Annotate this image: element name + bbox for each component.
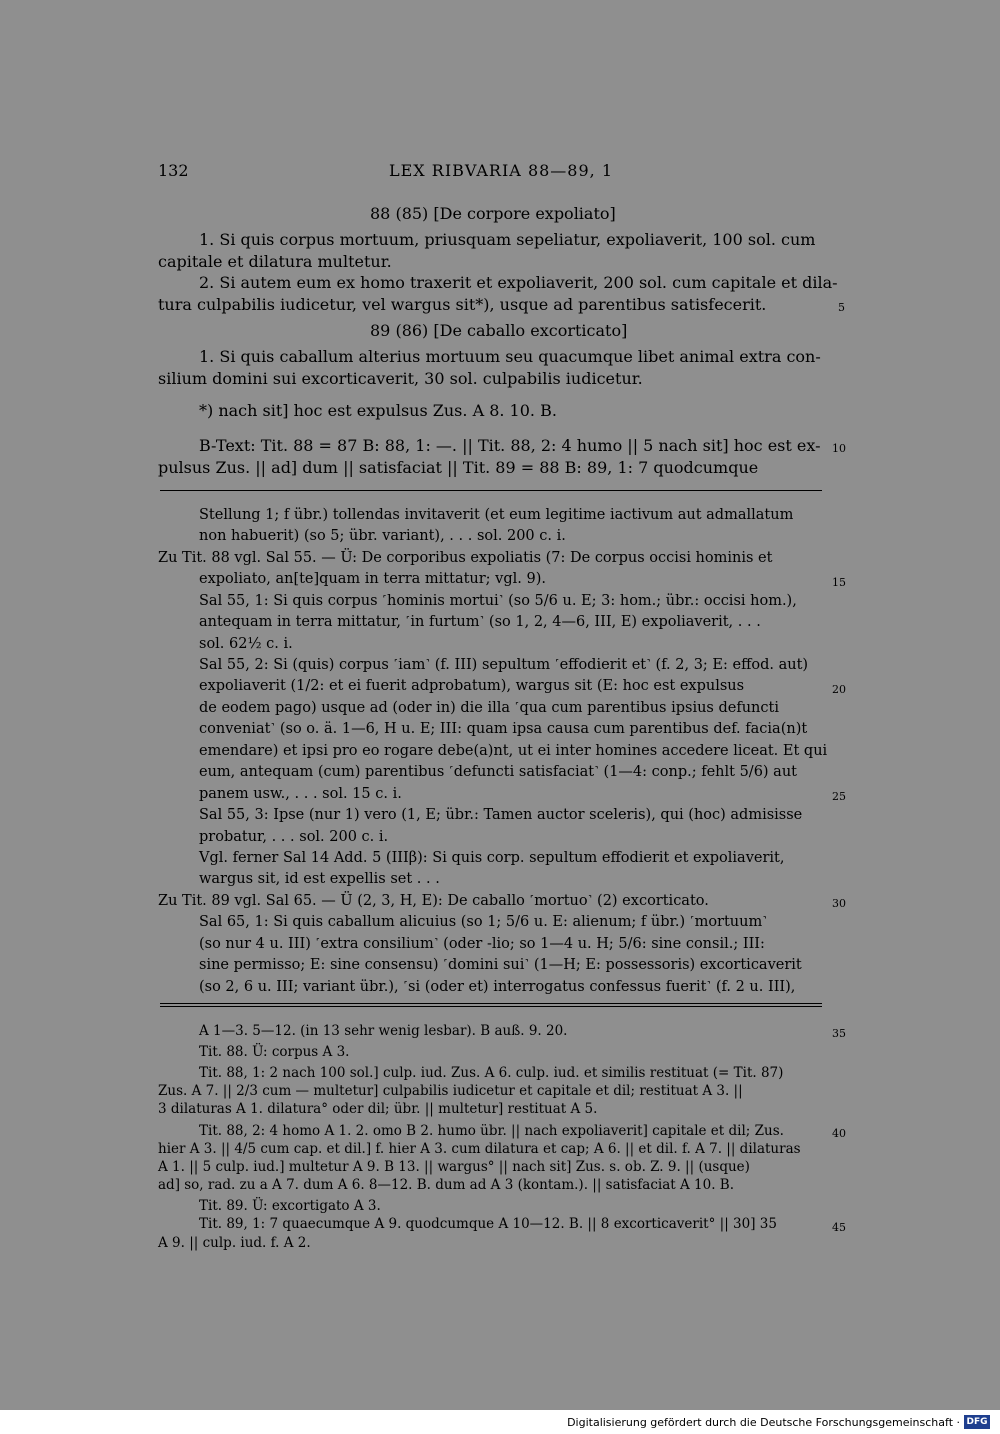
note-line: Sal 65, 1: Si quis caballum alicuius (so 1; 5/6 u. E: alienum; f übr.) ˹mortuum˺ — [199, 914, 768, 930]
note-line: (so nur 4 u. III) ˹extra consilium˺ (oder -lio; so 1—4 u. H; 5/6: sine consil.; III: — [199, 936, 765, 952]
note-line: sol. 62½ c. i. — [199, 636, 293, 652]
text-line: 1. Si quis corpus mortuum, priusquam sepeliatur, expoliaverit, 100 sol. cum — [199, 230, 816, 249]
apparatus-line: Tit. 89. Ü: excortigato A 3. — [199, 1198, 381, 1214]
note-line: de eodem pago) usque ad (oder in) die illa ˹qua cum parentibus ipsius defuncti — [199, 700, 779, 716]
footer-text: Digitalisierung gefördert durch die Deutsche Forschungsgemeinschaft · — [567, 1416, 960, 1429]
note-line: Zu Tit. 89 vgl. Sal 65. — Ü (2, 3, H, E): De caballo ˹mortuo˺ (2) excorticato. — [158, 893, 709, 909]
title-88: 88 (85) [De corpore expoliato] — [370, 204, 616, 223]
line-number: 20 — [832, 683, 846, 696]
line-number: 45 — [832, 1221, 846, 1234]
line-number: 15 — [832, 576, 846, 589]
text-line: 2. Si autem eum ex homo traxerit et expoliaverit, 200 sol. cum capitale et dila- — [199, 273, 838, 292]
note-line: non habuerit) (so 5; übr. variant), . . . sol. 200 c. i. — [199, 528, 566, 544]
text-line: silium domini sui excorticaverit, 30 sol. culpabilis iudicetur. — [158, 369, 643, 388]
note-line: (so 2, 6 u. III; variant übr.), ˹si (oder et) interrogatus confessus fuerit˺ (f. 2 u. III), — [199, 979, 796, 995]
apparatus-line: A 9. || culp. iud. f. A 2. — [158, 1235, 311, 1251]
note-line: conveniat˺ (so o. ä. 1—6, H u. E; III: quam ipsa causa cum parentibus def. facia(n)t — [199, 721, 808, 737]
line-number: 25 — [832, 790, 846, 803]
apparatus-line: Tit. 88. Ü: corpus A 3. — [199, 1044, 350, 1060]
text-line: capitale et dilatura multetur. — [158, 252, 392, 271]
note-line: eum, antequam (cum) parentibus ˹defuncti satisfaciat˺ (1—4: conp.; fehlt 5/6) aut — [199, 764, 797, 780]
text-line: tura culpabilis iudicetur, vel wargus sit*), usque ad parentibus satisfecerit. — [158, 295, 767, 314]
note-line: probatur, . . . sol. 200 c. i. — [199, 829, 389, 845]
note-line: Sal 55, 3: Ipse (nur 1) vero (1, E; übr.: Tamen auctor sceleris), qui (hoc) admisisse — [199, 807, 803, 823]
b-text-line: pulsus Zus. || ad] dum || satisfaciat || Tit. 89 = 88 B: 89, 1: 7 quodcumque — [158, 458, 759, 477]
note-line: expoliato, an[te]quam in terra mittatur; vgl. 9). — [199, 571, 547, 587]
divider — [160, 1003, 822, 1004]
note-line: Sal 55, 1: Si quis corpus ˹hominis mortui˺ (so 5/6 u. E; 3: hom.; übr.: occisi hom.), — [199, 593, 797, 609]
text-line: 1. Si quis caballum alterius mortuum seu quacumque libet animal extra con- — [199, 347, 821, 366]
apparatus-line: A 1. || 5 culp. iud.] multetur A 9. B 13. || wargus° || nach sit] Zus. s. ob. Z. 9. || (usque) — [158, 1159, 750, 1175]
divider — [160, 1006, 822, 1007]
note-line: panem usw., . . . sol. 15 c. i. — [199, 786, 402, 802]
line-number: 35 — [832, 1027, 846, 1040]
title-89: 89 (86) [De caballo excorticato] — [370, 321, 628, 340]
note-line: Zu Tit. 88 vgl. Sal 55. — Ü: De corporibus expoliatis (7: De corpus occisi hominis et — [158, 550, 773, 566]
line-number: 40 — [832, 1127, 846, 1140]
apparatus-line: Zus. A 7. || 2/3 cum — multetur] culpabilis iudicetur et capitale et dil; restituat A 3. || — [158, 1083, 743, 1099]
page-number: 132 — [158, 161, 189, 180]
apparatus-line: Tit. 89, 1: 7 quaecumque A 9. quodcumque A 10—12. B. || 8 excorticaverit° || 30] 35 — [199, 1216, 777, 1232]
b-text-line: B-Text: Tit. 88 = 87 B: 88, 1: —. || Tit. 88, 2: 4 humo || 5 nach sit] hoc est ex- — [199, 436, 821, 455]
note-line: wargus sit, id est expellis set . . . — [199, 871, 440, 887]
apparatus-line: A 1—3. 5—12. (in 13 sehr wenig lesbar). B auß. 9. 20. — [199, 1023, 568, 1039]
note-line: Stellung 1; f übr.) tollendas invitaverit (et eum legitime iactivum aut admallatum — [199, 507, 794, 523]
apparatus-line: hier A 3. || 4/5 cum cap. et dil.] f. hier A 3. cum dilatura et cap; A 6. || et dil. f. A 7. || dilaturas — [158, 1141, 801, 1157]
apparatus-line: ad] so, rad. zu a A 7. dum A 6. 8—12. B. dum ad A 3 (kontam.). || satisfaciat A 10. B. — [158, 1177, 735, 1193]
line-number: 30 — [832, 897, 846, 910]
divider — [160, 490, 822, 491]
digitization-footer — [0, 1410, 1000, 1434]
line-number: 10 — [832, 442, 846, 455]
apparatus-line: 3 dilaturas A 1. dilatura° oder dil; übr. || multetur] restituat A 5. — [158, 1101, 598, 1117]
note-line: antequam in terra mittatur, ˹in furtum˺ (so 1, 2, 4—6, III, E) expoliaverit, . . . — [199, 614, 761, 630]
note-line: emendare) et ipsi pro eo rogare debe(a)nt, ut ei inter homines accedere liceat. Et qui — [199, 743, 828, 759]
note-line: sine permisso; E: sine consensu) ˹domini sui˺ (1—H; E: possessoris) excorticaverit — [199, 957, 802, 973]
apparatus-line: Tit. 88, 1: 2 nach 100 sol.] culp. iud. Zus. A 6. culp. iud. et similis restituat (= Tit. 87) — [199, 1065, 784, 1081]
note-line: Vgl. ferner Sal 14 Add. 5 (IIIβ): Si quis corp. sepultum effodierit et expoliaverit, — [199, 850, 785, 866]
line-number: 5 — [838, 301, 845, 314]
note-line: expoliaverit (1/2: et ei fuerit adprobatum), wargus sit (E: hoc est expulsus — [199, 678, 745, 694]
apparatus-line: Tit. 88, 2: 4 homo A 1. 2. omo B 2. humo übr. || nach expoliaverit] capitale et dil; Zus. — [199, 1123, 784, 1139]
dfg-logo-icon: DFG — [964, 1415, 990, 1429]
running-title: LEX RIBVARIA 88—89, 1 — [389, 161, 614, 180]
footnote: *) nach sit] hoc est expulsus Zus. A 8. 10. B. — [199, 401, 557, 420]
note-line: Sal 55, 2: Si (quis) corpus ˹iam˺ (f. III) sepultum ˹effodierit et˺ (f. 2, 3; E: effod. aut) — [199, 657, 809, 673]
